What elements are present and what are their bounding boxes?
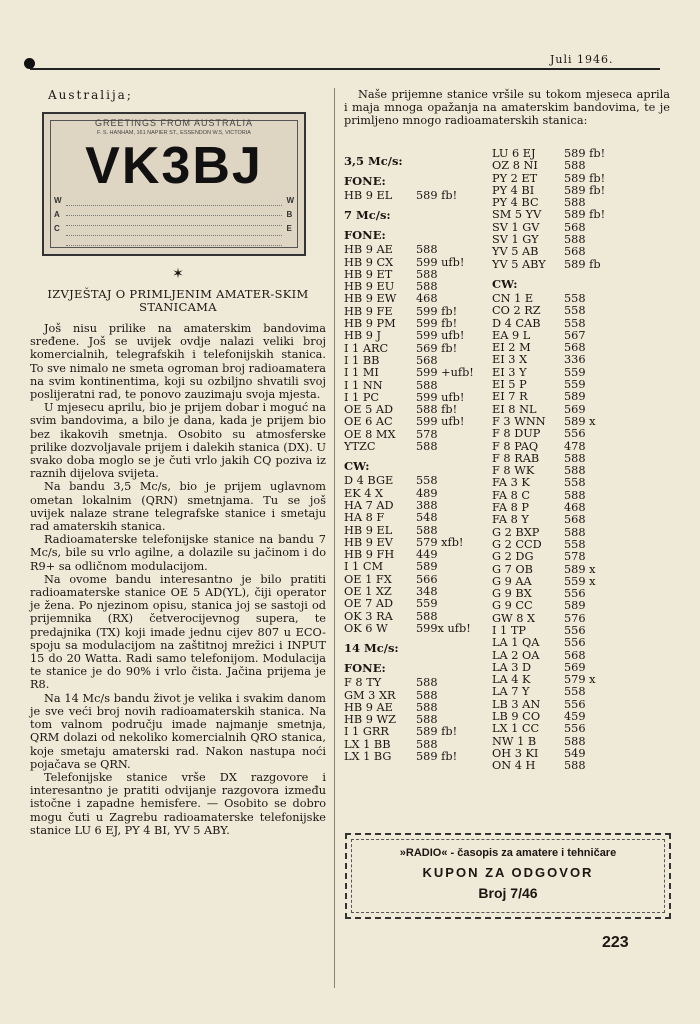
reply-coupon bbox=[345, 833, 671, 919]
article-paragraph: Radioamaterske telefonijske stanice na bandu 7 Mc/s, bile su vrlo agilne, a dolazile su jačinom i do R9+ sa odličnom modulacijom. bbox=[30, 533, 326, 573]
signal-report: 549 bbox=[564, 746, 586, 760]
qsl-wac-left: W A C bbox=[54, 196, 62, 233]
callsign: GM 3 XR bbox=[344, 688, 396, 702]
signal-report: 599 ufb! bbox=[416, 329, 465, 343]
callsign: LA 1 QA bbox=[492, 636, 540, 650]
callsign: FA 3 K bbox=[492, 476, 530, 490]
station-row bbox=[492, 391, 642, 403]
callsign: HB 9 FE bbox=[344, 304, 393, 318]
callsign: SV 1 GV bbox=[492, 220, 540, 234]
stations-intro: Naše prijemne stanice vršile su tokom mjeseca aprila i maja mnoga opažanja na amaterskim bandovima, te je primljeno mnogo radioamaterskih stanica: bbox=[344, 88, 670, 128]
signal-report: 588 fb! bbox=[416, 403, 458, 417]
callsign: HA 8 F bbox=[344, 511, 385, 525]
signal-report: 588 bbox=[564, 159, 586, 173]
callsign: LB 9 CO bbox=[492, 710, 541, 724]
callsign: HB 9 EU bbox=[344, 280, 395, 294]
signal-report: 556 bbox=[564, 587, 586, 601]
callsign: HB 9 EW bbox=[344, 292, 397, 306]
signal-report: 599 fb! bbox=[416, 304, 458, 318]
article-title: IZVJEŠTAJ O PRIMLJENIM AMATER-SKIM STANICAMA bbox=[47, 287, 309, 314]
callsign: OE 1 FX bbox=[344, 572, 392, 586]
callsign: I 1 CM bbox=[344, 560, 384, 574]
callsign: FA 8 C bbox=[492, 488, 531, 502]
callsign: I 1 NN bbox=[344, 378, 383, 392]
qsl-card-image bbox=[42, 112, 306, 256]
signal-report: 588 bbox=[564, 734, 586, 748]
signal-report: 459 bbox=[564, 710, 586, 724]
station-row bbox=[344, 623, 494, 635]
column-divider bbox=[334, 88, 335, 988]
callsign: OZ 8 NI bbox=[492, 159, 538, 173]
station-row bbox=[344, 380, 494, 392]
station-row bbox=[344, 598, 494, 610]
signal-report: 588 bbox=[416, 440, 438, 454]
station-row bbox=[344, 190, 494, 202]
callsign: I 1 GRR bbox=[344, 725, 389, 739]
signal-report: 558 bbox=[564, 685, 586, 699]
signal-report: 567 bbox=[564, 328, 586, 342]
signal-report: 579 x bbox=[564, 673, 596, 687]
callsign: F 8 WK bbox=[492, 464, 535, 478]
callsign: G 2 BXP bbox=[492, 525, 540, 539]
callsign: LX 1 BB bbox=[344, 737, 391, 751]
callsign: EI 3 Y bbox=[492, 365, 527, 379]
band-heading: FONE: bbox=[344, 661, 386, 676]
article-paragraph: U mjesecu aprilu, bio je prijem dobar i moguć na svim bandovima, a bilo je dana, kada je prijem bio bez ikakovih smetnja. Osobito su atmosferske prilike dozvoljavale prijem i dalekih stanica (DX). U svako doba moglo se je čuti vrlo jakih CQ poziva iz raznih dijelova svijeta. bbox=[30, 401, 326, 481]
article-paragraph: Telefonijske stanice vrše DX razgovore i interesantno je pratiti odvijanje razgovora između istočne i zapadne hemisfere. — Osobito se dobro mogu čuti u Zagrebu radioamaterske telefonijske stanice LU 6 EJ, PY 4 BI, YV 5 ABY. bbox=[30, 770, 326, 837]
callsign: LA 4 K bbox=[492, 673, 531, 687]
signal-report: 388 bbox=[416, 498, 438, 512]
callsign: EI 5 P bbox=[492, 378, 527, 392]
station-row bbox=[492, 354, 642, 366]
signal-report: 569 bbox=[564, 402, 586, 416]
callsign: D 4 CAB bbox=[492, 316, 541, 330]
signal-report: 588 bbox=[564, 525, 586, 539]
band-heading: CW: bbox=[492, 276, 518, 291]
signal-report: 599 +ufb! bbox=[416, 366, 474, 380]
signal-report: 588 bbox=[416, 267, 438, 281]
signal-report: 588 bbox=[416, 243, 438, 257]
station-row bbox=[344, 561, 494, 573]
signal-report: 558 bbox=[564, 537, 586, 551]
qsl-callsign: VK3BJ bbox=[85, 137, 263, 195]
callsign: EI 7 R bbox=[492, 390, 528, 404]
callsign: HB 9 AE bbox=[344, 700, 393, 714]
station-row bbox=[492, 160, 642, 172]
station-row bbox=[492, 209, 642, 221]
signal-report: 579 xfb! bbox=[416, 535, 464, 549]
star-ornament-icon: ✶ bbox=[172, 266, 184, 282]
band-heading: 3,5 Mc/s: bbox=[344, 154, 403, 168]
callsign: I 1 TP bbox=[492, 623, 526, 637]
signal-report: 589 fb! bbox=[416, 725, 458, 739]
signal-report: 478 bbox=[564, 439, 586, 453]
callsign: F 8 TY bbox=[344, 676, 382, 690]
signal-report: 578 bbox=[564, 550, 586, 564]
callsign: CO 2 RZ bbox=[492, 304, 541, 318]
signal-report: 558 bbox=[564, 304, 586, 318]
signal-report: 599 fb! bbox=[416, 317, 458, 331]
signal-report: 588 bbox=[564, 464, 586, 478]
right-column bbox=[344, 88, 670, 773]
qsl-address: F. S. HANHAM, 161 NAPIER ST., ESSENDON W.5, VICTORIA bbox=[97, 130, 251, 136]
band-heading: 7 Mc/s: bbox=[344, 208, 391, 223]
station-row bbox=[344, 330, 494, 342]
signal-report: 569 bbox=[564, 660, 586, 674]
station-row bbox=[344, 244, 494, 256]
signal-report: 588 bbox=[564, 233, 586, 247]
callsign: YV 5 ABY bbox=[492, 257, 546, 271]
station-row bbox=[344, 512, 494, 524]
page-number: 223 bbox=[602, 934, 629, 951]
station-row bbox=[344, 690, 494, 702]
callsign: D 4 BGE bbox=[344, 474, 394, 488]
signal-report: 599 ufb! bbox=[416, 390, 465, 404]
signal-report: 558 bbox=[564, 316, 586, 330]
signal-report: 558 bbox=[416, 474, 438, 488]
station-row bbox=[492, 428, 642, 440]
signal-report: 589 fb! bbox=[564, 208, 606, 222]
callsign: OH 3 KI bbox=[492, 746, 539, 760]
signal-report: 589 fb! bbox=[416, 189, 458, 202]
callsign: LU 6 EJ bbox=[492, 147, 536, 160]
callsign: F 8 PAQ bbox=[492, 439, 539, 453]
signal-report: 568 bbox=[564, 220, 586, 234]
callsign: CN 1 E bbox=[492, 291, 534, 305]
signal-report: 559 x bbox=[564, 574, 596, 588]
callsign: FA 8 P bbox=[492, 501, 529, 515]
signal-report: 599x ufb! bbox=[416, 621, 471, 635]
article-paragraph: Na ovome bandu interesantno je bilo pratiti radioamaterske stanice OE 5 AD(YL), čiji operator je žena. Po njezinom opisu, stanica joj se sastoji od prijemnika (RX) četverocijevnog supera, te predajnika (TX) koji imade jednu cijev 807 u ECO-spoju sa modulacijom na zaštitnoj mrežici i INPUT 15 do 20 Watta. Radi samo telefonijom. Modulacija te stanice je do 90% i vrlo čista. Jačina prijema je R8. bbox=[30, 572, 326, 692]
callsign: LX 1 CC bbox=[492, 722, 540, 736]
callsign: HB 9 ET bbox=[344, 267, 393, 281]
callsign: HB 9 J bbox=[344, 329, 382, 343]
country-heading: Australija; bbox=[48, 88, 133, 102]
signal-report: 556 bbox=[564, 697, 586, 711]
signal-report: 548 bbox=[416, 511, 438, 525]
signal-report: 589 bbox=[416, 560, 438, 574]
station-list-right bbox=[492, 148, 642, 773]
signal-report: 589 bbox=[564, 599, 586, 613]
callsign: G 9 CC bbox=[492, 599, 533, 613]
callsign: YTZC bbox=[344, 440, 376, 454]
qsl-greeting: GREETINGS FROM AUSTRALIA bbox=[94, 118, 254, 128]
signal-report: 556 bbox=[564, 427, 586, 441]
signal-report: 348 bbox=[416, 585, 438, 599]
callsign: ON 4 H bbox=[492, 759, 536, 773]
signal-report: 578 bbox=[416, 427, 438, 441]
callsign: I 1 PC bbox=[344, 390, 380, 404]
signal-report: 588 bbox=[416, 523, 438, 537]
signal-report: 556 bbox=[564, 636, 586, 650]
article-body bbox=[30, 322, 326, 837]
signal-report: 589 fb! bbox=[564, 147, 606, 160]
callsign: EA 9 L bbox=[492, 328, 531, 342]
signal-report: 559 bbox=[416, 597, 438, 611]
station-row bbox=[492, 600, 642, 612]
station-row bbox=[492, 318, 642, 330]
station-row bbox=[492, 514, 642, 526]
station-row bbox=[492, 686, 642, 698]
callsign: NW 1 B bbox=[492, 734, 537, 748]
callsign: I 1 BB bbox=[344, 353, 380, 367]
callsign: LB 3 AN bbox=[492, 697, 541, 711]
issue-date: Juli 1946. bbox=[550, 53, 614, 66]
signal-report: 468 bbox=[564, 501, 586, 515]
signal-report: 566 bbox=[416, 572, 438, 586]
callsign: I 1 MI bbox=[344, 366, 379, 380]
callsign: HB 9 CX bbox=[344, 255, 394, 269]
signal-report: 588 bbox=[416, 280, 438, 294]
band-heading: CW: bbox=[344, 459, 370, 474]
signal-report: 588 bbox=[416, 688, 438, 702]
station-row bbox=[344, 726, 494, 738]
article-paragraph: Na 14 Mc/s bandu život je velika i svakim danom je sve veći broj novih radioamaterskih stanica. Na tom valnom području imade najmanje smetnja, QRM dolazi od nekoliko komercialnih QRO stanica, koje smetaju amaterski rad. Nakon nastupa noći pojačava se QRN. bbox=[30, 691, 326, 771]
signal-report: 556 bbox=[564, 722, 586, 736]
callsign: G 7 OB bbox=[492, 562, 533, 576]
callsign: G 2 CCD bbox=[492, 537, 542, 551]
signal-report: 588 bbox=[416, 676, 438, 690]
callsign: OE 5 AD bbox=[344, 403, 394, 417]
callsign: HB 9 PM bbox=[344, 317, 396, 331]
qsl-wbe-right: W B E bbox=[286, 196, 294, 233]
station-row bbox=[344, 441, 494, 453]
station-row bbox=[344, 751, 494, 763]
signal-report: 559 bbox=[564, 365, 586, 379]
signal-report: 589 bbox=[564, 390, 586, 404]
callsign: FA 8 Y bbox=[492, 513, 529, 527]
qsl-form-lines bbox=[66, 198, 282, 248]
station-row bbox=[492, 441, 642, 453]
signal-report: 449 bbox=[416, 548, 438, 562]
station-row bbox=[492, 723, 642, 735]
callsign: LA 7 Y bbox=[492, 685, 530, 699]
station-row bbox=[492, 551, 642, 563]
callsign: G 2 DG bbox=[492, 550, 534, 564]
signal-report: 589 fb! bbox=[564, 183, 606, 197]
signal-report: 568 bbox=[564, 245, 586, 259]
signal-report: 336 bbox=[564, 353, 586, 367]
callsign: PY 4 BC bbox=[492, 196, 539, 210]
signal-report: 576 bbox=[564, 611, 586, 625]
signal-report: 558 bbox=[564, 291, 586, 305]
band-heading: 14 Mc/s: bbox=[344, 641, 399, 656]
callsign: EI 8 NL bbox=[492, 402, 537, 416]
station-row bbox=[344, 677, 494, 689]
signal-report: 468 bbox=[416, 292, 438, 306]
callsign: HB 9 WZ bbox=[344, 713, 396, 727]
signal-report: 588 bbox=[564, 759, 586, 773]
signal-report: 589 fb bbox=[564, 257, 601, 271]
signal-report: 568 bbox=[564, 648, 586, 662]
station-row bbox=[344, 416, 494, 428]
callsign: PY 4 BI bbox=[492, 183, 535, 197]
signal-report: 588 bbox=[416, 713, 438, 727]
station-row bbox=[492, 246, 642, 258]
signal-report: 588 bbox=[416, 609, 438, 623]
signal-report: 588 bbox=[416, 378, 438, 392]
signal-report: 589 fb! bbox=[564, 171, 606, 185]
callsign: F 3 WNN bbox=[492, 414, 546, 428]
signal-report: 588 bbox=[564, 196, 586, 210]
callsign: OE 8 MX bbox=[344, 427, 396, 441]
callsign: EI 3 X bbox=[492, 353, 528, 367]
station-row bbox=[492, 259, 642, 271]
callsign: HB 9 EL bbox=[344, 523, 393, 537]
callsign: HB 9 EL bbox=[344, 189, 393, 202]
signal-report: 569 fb! bbox=[416, 341, 458, 355]
signal-report: 559 bbox=[564, 378, 586, 392]
signal-report: 588 bbox=[416, 700, 438, 714]
callsign: OK 6 W bbox=[344, 621, 388, 635]
coupon-issue-number: Broj 7/46 bbox=[478, 885, 538, 901]
callsign: G 9 AA bbox=[492, 574, 532, 588]
callsign: OE 1 XZ bbox=[344, 585, 392, 599]
station-row bbox=[344, 367, 494, 379]
coupon-title: KUPON ZA ODGOVOR bbox=[422, 865, 594, 880]
callsign: OE 6 AC bbox=[344, 415, 393, 429]
callsign: LA 2 OA bbox=[492, 648, 540, 662]
callsign: F 8 DUP bbox=[492, 427, 541, 441]
station-row bbox=[492, 637, 642, 649]
callsign: GW 8 X bbox=[492, 611, 536, 625]
coupon-magazine-line: »RADIO« - časopis za amatere i tehničare bbox=[399, 847, 617, 859]
station-row bbox=[492, 760, 642, 772]
callsign: EK 4 X bbox=[344, 486, 384, 500]
callsign: SV 1 GY bbox=[492, 233, 539, 247]
callsign: F 8 RAB bbox=[492, 451, 540, 465]
article-paragraph: Na bandu 3,5 Mc/s, bio je prijem uglavnom ometan lokalnim (QRN) smetnjama. Tu se još uvijek nalaze strane telegrafske stanice i smetaju rad amaterskih stanica. bbox=[30, 480, 326, 534]
callsign: HB 9 EV bbox=[344, 535, 393, 549]
callsign: OE 7 AD bbox=[344, 597, 394, 611]
signal-report: 556 bbox=[564, 623, 586, 637]
station-list-left bbox=[344, 148, 494, 763]
station-row bbox=[492, 564, 642, 576]
station-row bbox=[492, 305, 642, 317]
callsign: YV 5 AB bbox=[492, 245, 539, 259]
signal-report: 588 bbox=[564, 451, 586, 465]
signal-report: 558 bbox=[564, 476, 586, 490]
signal-report: 589 x bbox=[564, 562, 596, 576]
signal-report: 588 bbox=[564, 488, 586, 502]
callsign: I 1 ARC bbox=[344, 341, 389, 355]
station-row bbox=[492, 477, 642, 489]
callsign: LX 1 BG bbox=[344, 749, 392, 763]
article-paragraph: Još nisu prilike na amaterskim bandovima sređene. Još se uvijek ovdje nalazi veliki broj komercialnih, telegrafskih i telefonijskih stanica. To sve nimalo ne smeta ogroman broj radioamatera na svim kontinentima, koji su ozbiljno shvatili svoj poslijeratni rad, te ponovo zauzimaju svoja mjesta. bbox=[30, 322, 326, 402]
signal-report: 568 bbox=[564, 341, 586, 355]
callsign: HB 9 AE bbox=[344, 243, 393, 257]
band-heading: FONE: bbox=[344, 174, 386, 188]
left-column bbox=[30, 88, 326, 837]
signal-report: 589 fb! bbox=[416, 749, 458, 763]
station-row bbox=[344, 293, 494, 305]
signal-report: 568 bbox=[416, 353, 438, 367]
callsign: G 9 BX bbox=[492, 587, 532, 601]
signal-report: 588 bbox=[416, 737, 438, 751]
band-heading: FONE: bbox=[344, 228, 386, 243]
station-row bbox=[344, 525, 494, 537]
callsign: HB 9 FH bbox=[344, 548, 395, 562]
callsign: OK 3 RA bbox=[344, 609, 393, 623]
signal-report: 589 x bbox=[564, 414, 596, 428]
signal-report: 489 bbox=[416, 486, 438, 500]
callsign: PY 2 ET bbox=[492, 171, 538, 185]
signal-report: 568 bbox=[564, 513, 586, 527]
callsign: EI 2 M bbox=[492, 341, 531, 355]
signal-report: 599 ufb! bbox=[416, 255, 465, 269]
header-rule bbox=[30, 68, 660, 70]
callsign: LA 3 D bbox=[492, 660, 532, 674]
callsign: HA 7 AD bbox=[344, 498, 394, 512]
station-row bbox=[344, 475, 494, 487]
callsign: SM 5 YV bbox=[492, 208, 542, 222]
signal-report: 599 ufb! bbox=[416, 415, 465, 429]
